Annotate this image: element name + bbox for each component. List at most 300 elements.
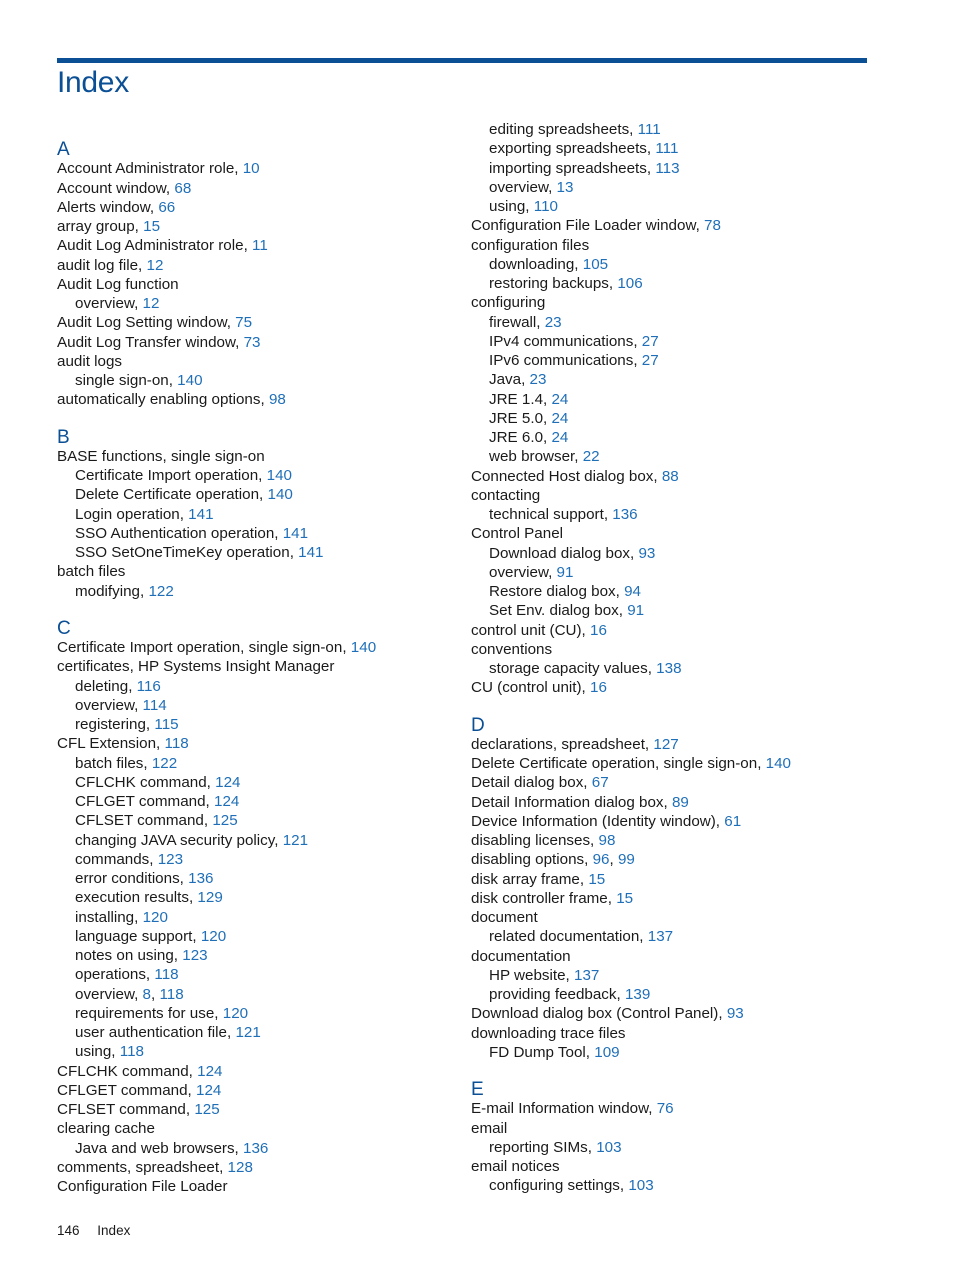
index-term: documentation (471, 947, 571, 965)
index-term: exporting spreadsheets, (489, 140, 652, 158)
page-reference-link[interactable]: 91 (556, 563, 574, 581)
index-entry (471, 831, 891, 850)
index-term: Configuration File Loader window, (471, 217, 700, 235)
index-entry (57, 1081, 477, 1100)
page-reference-link[interactable]: 124 (196, 1081, 222, 1099)
page-reference-link[interactable]: 140 (266, 467, 292, 484)
page-reference-link[interactable]: 137 (647, 928, 674, 946)
index-term: document (471, 909, 538, 926)
index-subentry (471, 563, 891, 582)
index-entry (57, 390, 477, 409)
index-subentry (57, 888, 477, 907)
index-subentry (57, 524, 477, 543)
page-reference-link[interactable]: 118 (119, 1043, 144, 1061)
page-reference-link[interactable]: 115 (154, 716, 179, 733)
page-reference-link[interactable]: 67 (591, 774, 609, 792)
index-subentry (471, 582, 891, 601)
index-letter-heading: E (471, 1079, 484, 1100)
page-reference-link[interactable]: 123 (182, 947, 208, 964)
page-reference-link[interactable]: 122 (148, 582, 174, 600)
index-term: technical support, (489, 506, 609, 523)
index-entry (471, 793, 891, 812)
index-subentry (57, 1004, 477, 1023)
page-reference-link[interactable]: 140 (765, 755, 791, 772)
page-reference-link[interactable]: 118 (164, 735, 189, 753)
index-entry (471, 1119, 891, 1138)
index-term: email (471, 1119, 508, 1137)
index-term: Delete Certificate operation, single sign-on, (471, 755, 762, 772)
page-reference-link[interactable]: 91 (627, 602, 645, 620)
index-term: Configuration File Loader (57, 1178, 228, 1195)
index-term: Certificate Import operation, (75, 467, 263, 484)
header-rule (57, 58, 867, 63)
page-reference-link[interactable]: 139 (624, 986, 651, 1003)
index-entry (471, 293, 891, 312)
index-term: using, (489, 198, 530, 215)
index-entry (57, 179, 477, 198)
page-reference-link[interactable]: 27 (641, 332, 659, 350)
page-reference-link[interactable]: 76 (656, 1100, 674, 1118)
index-term: storage capacity values, (489, 660, 652, 677)
index-entry (471, 773, 891, 792)
index-letter-heading: D (471, 714, 485, 736)
index-term: Detail dialog box, (471, 774, 588, 792)
index-entry (57, 1177, 477, 1196)
page-reference-link[interactable]: 93 (638, 544, 656, 562)
index-entry (471, 908, 891, 927)
index-entry (57, 256, 477, 275)
index-subentry (57, 908, 477, 927)
page-reference-link[interactable]: 16 (590, 679, 607, 697)
page-reference-link[interactable]: 136 (243, 1139, 269, 1157)
index-entry (471, 1004, 891, 1023)
page-reference-link[interactable]: 103 (596, 1138, 622, 1156)
page-reference-link[interactable]: 124 (215, 773, 241, 791)
index-term: clearing cache (57, 1120, 155, 1138)
index-subentry (57, 696, 477, 715)
index-subentry (471, 332, 891, 351)
index-subentry (471, 966, 891, 985)
index-term: E-mail Information window, (471, 1100, 653, 1118)
index-entry (471, 870, 891, 889)
index-term: Java, (489, 371, 526, 389)
page-reference-link[interactable]: 68 (174, 179, 192, 197)
index-term: Audit Log Administrator role, (57, 237, 248, 255)
index-term: commands, (75, 850, 154, 868)
index-term: user authentication file, (75, 1024, 232, 1041)
index-term: configuring settings, (489, 1177, 625, 1195)
index-term: configuring (471, 294, 546, 312)
index-term: declarations, spreadsheet, (471, 735, 650, 753)
index-subentry (57, 466, 477, 485)
index-entry (57, 313, 477, 332)
index-term: JRE 5.0, (489, 409, 548, 427)
page-reference-link[interactable]: 12 (142, 295, 160, 312)
page-reference-link[interactable]: 98 (268, 391, 286, 409)
index-term: error conditions, (75, 870, 184, 887)
index-term: disabling licenses, (471, 832, 595, 849)
page-reference-link[interactable]: 109 (594, 1043, 620, 1061)
index-term: Download dialog box, (489, 544, 635, 562)
index-entry (57, 1158, 477, 1177)
index-subentry (471, 351, 891, 370)
index-subentry (57, 1139, 477, 1158)
page-reference-link[interactable]: 114 (142, 696, 167, 714)
page-reference-link[interactable]: 103 (628, 1177, 654, 1195)
index-term: downloading, (489, 255, 579, 273)
index-letter-heading: A (57, 139, 70, 160)
page-reference-link[interactable]: 127 (653, 735, 679, 753)
page-reference-link[interactable]: 140 (267, 486, 293, 504)
index-term: firewall, (489, 313, 541, 331)
page-reference-link[interactable]: 94 (624, 583, 641, 600)
index-subentry (471, 985, 891, 1004)
index-subentry (57, 754, 477, 773)
page-reference-link[interactable]: 75 (235, 314, 253, 332)
page-reference-link[interactable]: 118 (154, 966, 179, 984)
page-reference-link[interactable]: 125 (194, 1101, 220, 1118)
index-term: overview, (75, 295, 139, 312)
index-term: reporting SIMs, (489, 1138, 592, 1156)
page-reference-link[interactable]: 23 (529, 371, 547, 389)
index-term: CFLCHK command, (57, 1062, 193, 1080)
index-term: overview, (489, 563, 553, 581)
index-term: notes on using, (75, 947, 179, 964)
index-subentry (57, 543, 477, 562)
page-title: Index (57, 66, 129, 99)
index-subentry (471, 139, 891, 158)
index-term: Device Information (Identity window), (471, 812, 721, 830)
page-reference-link[interactable]: 24 (551, 390, 569, 408)
index-entry (471, 236, 891, 255)
index-term: automatically enabling options, (57, 391, 265, 409)
index-term: Restore dialog box, (489, 583, 620, 600)
page-reference-link[interactable]: 121 (282, 831, 309, 849)
index-entry (57, 333, 477, 352)
index-column-left (57, 140, 477, 1196)
index-term: Account Administrator role, (57, 160, 239, 178)
index-term: Certificate Import operation, single sign-on, (57, 639, 347, 656)
index-term: JRE 6.0, (489, 429, 548, 446)
page-reference-link[interactable]: 137 (574, 966, 600, 984)
index-subentry (57, 946, 477, 965)
index-term: related documentation, (489, 928, 644, 946)
index-entry (471, 486, 891, 505)
page-reference-link[interactable]: 125 (212, 812, 238, 830)
index-subentry (471, 370, 891, 389)
index-term: audit logs (57, 352, 123, 370)
index-entry (471, 735, 891, 754)
footer-section-title: Index (97, 1223, 131, 1238)
index-term: language support, (75, 927, 197, 945)
page-footer (57, 1223, 130, 1238)
page-reference-link[interactable]: 15 (616, 889, 634, 907)
page-reference-link[interactable]: 78 (704, 217, 721, 235)
index-entry (57, 657, 477, 676)
index-letter-heading: B (57, 426, 70, 448)
index-term: deleting, (75, 677, 133, 695)
index-subentry (57, 965, 477, 984)
index-term: CFL Extension, (57, 735, 161, 753)
index-subentry (471, 505, 891, 524)
index-entry (471, 621, 891, 640)
index-term: conventions (471, 640, 553, 658)
index-subentry: overview, 8, 118 (75, 985, 184, 1003)
index-subentry (471, 159, 891, 178)
index-subentry (57, 811, 477, 830)
page-reference-link[interactable]: 118 (159, 985, 184, 1003)
index-term: single sign-on, (75, 372, 173, 389)
index-term: Download dialog box (Control Panel), (471, 1005, 723, 1023)
page-reference-link[interactable]: 129 (197, 889, 223, 907)
page-reference-link[interactable]: 120 (142, 908, 168, 926)
index-term: Set Env. dialog box, (489, 602, 623, 620)
index-term: web browser, (489, 448, 579, 466)
page-reference-link[interactable]: 13 (556, 178, 574, 196)
index-subentry (471, 274, 891, 293)
index-term: installing, (75, 908, 139, 926)
index-entry (471, 216, 891, 235)
page-reference-link[interactable]: 136 (188, 870, 214, 887)
page-number: 146 (57, 1223, 80, 1238)
index-subentry (57, 371, 477, 390)
page-reference-link[interactable]: 141 (188, 505, 214, 523)
index-subentry (471, 428, 891, 447)
index-entry (57, 217, 477, 236)
page-reference-link[interactable]: 122 (151, 754, 178, 772)
index-entry (57, 562, 477, 581)
index-term: CFLGET command, (57, 1081, 192, 1099)
page-reference-link[interactable]: 11 (252, 237, 268, 255)
index-term: operations, (75, 966, 151, 984)
index-entry (57, 198, 477, 217)
page-reference-link[interactable]: 12 (146, 256, 164, 274)
page-reference-link[interactable]: 110 (533, 198, 558, 215)
index-entry (57, 236, 477, 255)
index-subentry (471, 313, 891, 332)
page-reference-link[interactable]: 106 (617, 275, 643, 292)
page-reference-link[interactable]: 105 (582, 255, 609, 273)
index-term: modifying, (75, 582, 145, 600)
page-reference-link[interactable]: 73 (243, 333, 261, 351)
index-term: array group, (57, 218, 139, 235)
index-subentry (471, 601, 891, 620)
index-subentry (57, 831, 477, 850)
index-subentry (471, 1138, 891, 1157)
index-entry (471, 1157, 891, 1176)
page-reference-link[interactable]: 89 (671, 793, 689, 811)
index-entry (57, 734, 477, 753)
index-term: Java and web browsers, (75, 1139, 239, 1157)
page-reference-link[interactable]: 111 (655, 140, 679, 158)
index-entry (471, 640, 891, 659)
index-term: Detail Information dialog box, (471, 793, 668, 811)
index-entry (471, 1099, 891, 1118)
page-reference-link[interactable]: 141 (282, 524, 309, 542)
index-term: HP website, (489, 966, 570, 984)
index-term: Control Panel (471, 525, 564, 543)
index-term: overview, (75, 696, 139, 714)
index-subentry (471, 447, 891, 466)
index-entry (471, 1024, 891, 1043)
index-entry (57, 638, 477, 657)
page-reference-link[interactable]: 98 (598, 832, 616, 849)
index-entry (57, 1100, 477, 1119)
index-entry (57, 275, 477, 294)
index-entry (471, 812, 891, 831)
page-reference-link[interactable]: 140 (177, 372, 203, 389)
index-subentry (471, 1043, 891, 1062)
index-entry (471, 889, 891, 908)
index-subentry (471, 390, 891, 409)
index-subentry (471, 927, 891, 946)
index-subentry (471, 1176, 891, 1195)
index-term: importing spreadsheets, (489, 159, 652, 177)
index-subentry (471, 544, 891, 563)
index-subentry (471, 197, 891, 216)
index-entry (471, 524, 891, 543)
index-term: SSO SetOneTimeKey operation, (75, 544, 294, 561)
index-term: certificates, HP Systems Insight Manager (57, 658, 335, 676)
index-term: disk array frame, (471, 870, 585, 888)
index-term: execution results, (75, 889, 194, 907)
index-subentry (57, 582, 477, 601)
index-subentry (57, 677, 477, 696)
index-term: registering, (75, 716, 151, 733)
index-term: Delete Certificate operation, (75, 486, 264, 504)
index-term: requirements for use, (75, 1004, 219, 1022)
index-subentry (471, 409, 891, 428)
index-entry (57, 159, 477, 178)
index-term: CFLCHK command, (75, 773, 211, 791)
index-term: configuration files (471, 236, 590, 254)
index-term: BASE functions, single sign-on (57, 447, 265, 465)
page-reference-link[interactable]: 22 (582, 448, 600, 466)
index-term: IPv4 communications, (489, 332, 638, 350)
page-reference-link[interactable]: 93 (726, 1005, 744, 1023)
index-subentry (57, 927, 477, 946)
index-term: batch files, (75, 754, 148, 772)
page-reference-link[interactable]: 24 (551, 409, 569, 427)
page-reference-link[interactable]: 111 (637, 121, 661, 138)
page-reference-link[interactable]: 24 (551, 429, 569, 446)
page-reference-link[interactable]: 10 (242, 160, 260, 178)
index-entry (57, 352, 477, 371)
index-entry (57, 447, 477, 466)
index-term: using, (75, 1043, 116, 1061)
page-reference-link[interactable]: 140 (350, 639, 377, 656)
index-term: Audit Log Transfer window, (57, 333, 240, 351)
index-subentry (57, 850, 477, 869)
page-reference-link[interactable]: 124 (197, 1062, 223, 1080)
index-term: FD Dump Tool, (489, 1043, 591, 1061)
page-reference-link[interactable]: 88 (661, 467, 679, 485)
index-term: restoring backups, (489, 275, 614, 292)
index-subentry (57, 1042, 477, 1061)
page-reference-link[interactable]: 120 (222, 1004, 249, 1022)
page-reference-link[interactable]: 15 (143, 218, 161, 235)
page-reference-link[interactable]: 128 (227, 1158, 253, 1176)
index-subentry (57, 715, 477, 734)
index-term: providing feedback, (489, 986, 621, 1003)
page-reference-link[interactable]: 27 (641, 352, 659, 369)
index-subentry (57, 485, 477, 504)
page-reference-link[interactable]: 66 (158, 198, 176, 216)
index-entry (471, 754, 891, 773)
index-subentry (471, 255, 891, 274)
page-reference-link[interactable]: 141 (298, 544, 324, 561)
index-subentry (57, 505, 477, 524)
index-subentry (471, 178, 891, 197)
index-term: CFLSET command, (57, 1101, 191, 1118)
index-term: disabling options, (471, 851, 589, 869)
index-term: JRE 1.4, (489, 390, 548, 408)
index-term: CFLGET command, (75, 793, 210, 810)
index-term: CFLSET command, (75, 812, 209, 830)
page-reference-link[interactable]: 23 (544, 313, 562, 331)
index-term: disk controller frame, (471, 889, 612, 907)
page-reference-link[interactable]: 15 (588, 870, 606, 888)
index-term: Alerts window, (57, 198, 155, 216)
index-term: Connected Host dialog box, (471, 467, 658, 485)
index-entry (57, 1119, 477, 1138)
page-reference-link[interactable]: 113 (655, 159, 680, 177)
index-letter-heading: C (57, 617, 71, 639)
index-entry (471, 678, 891, 697)
index-term: Audit Log Setting window, (57, 314, 231, 332)
page-reference-link[interactable]: 136 (612, 506, 638, 523)
page-reference-link[interactable]: 99 (617, 851, 635, 869)
page-reference-link[interactable]: 61 (724, 812, 742, 830)
index-entry: disabling options, 96, 99 (471, 851, 635, 869)
index-term: Audit Log function (57, 275, 179, 293)
index-entry (57, 1062, 477, 1081)
index-subentry (57, 773, 477, 792)
index-term: Account window, (57, 179, 171, 197)
index-subentry (57, 1023, 477, 1042)
page-reference-link[interactable]: 96 (592, 851, 610, 869)
page-reference-link[interactable]: 8 (142, 985, 151, 1003)
index-term: downloading trace files (471, 1024, 626, 1042)
index-term: CU (control unit), (471, 679, 586, 697)
index-subentry (57, 294, 477, 313)
index-subentry (471, 659, 891, 678)
index-term: audit log file, (57, 256, 143, 274)
index-term: Login operation, (75, 505, 184, 523)
index-term: SSO Authentication operation, (75, 524, 279, 542)
index-term: IPv6 communications, (489, 352, 638, 369)
index-term: overview, (489, 178, 553, 196)
index-subentry (471, 120, 891, 139)
index-entry (471, 947, 891, 966)
page-reference-link[interactable]: 116 (136, 677, 161, 695)
index-term: changing JAVA security policy, (75, 831, 279, 849)
index-term: editing spreadsheets, (489, 121, 634, 138)
index-subentry (57, 792, 477, 811)
index-term: comments, spreadsheet, (57, 1158, 224, 1176)
index-subentry (57, 869, 477, 888)
index-term: overview, (75, 985, 139, 1003)
page-reference-link[interactable]: 120 (200, 927, 227, 945)
page-reference-link[interactable]: 16 (590, 621, 607, 639)
page-reference-link[interactable]: 124 (214, 793, 240, 810)
index-term: batch files (57, 563, 126, 581)
page-reference-link[interactable]: 121 (235, 1024, 261, 1041)
page-reference-link[interactable]: 123 (157, 850, 184, 868)
index-term: control unit (CU), (471, 621, 586, 639)
index-term: contacting (471, 486, 541, 504)
page-reference-link[interactable]: 138 (656, 660, 682, 677)
